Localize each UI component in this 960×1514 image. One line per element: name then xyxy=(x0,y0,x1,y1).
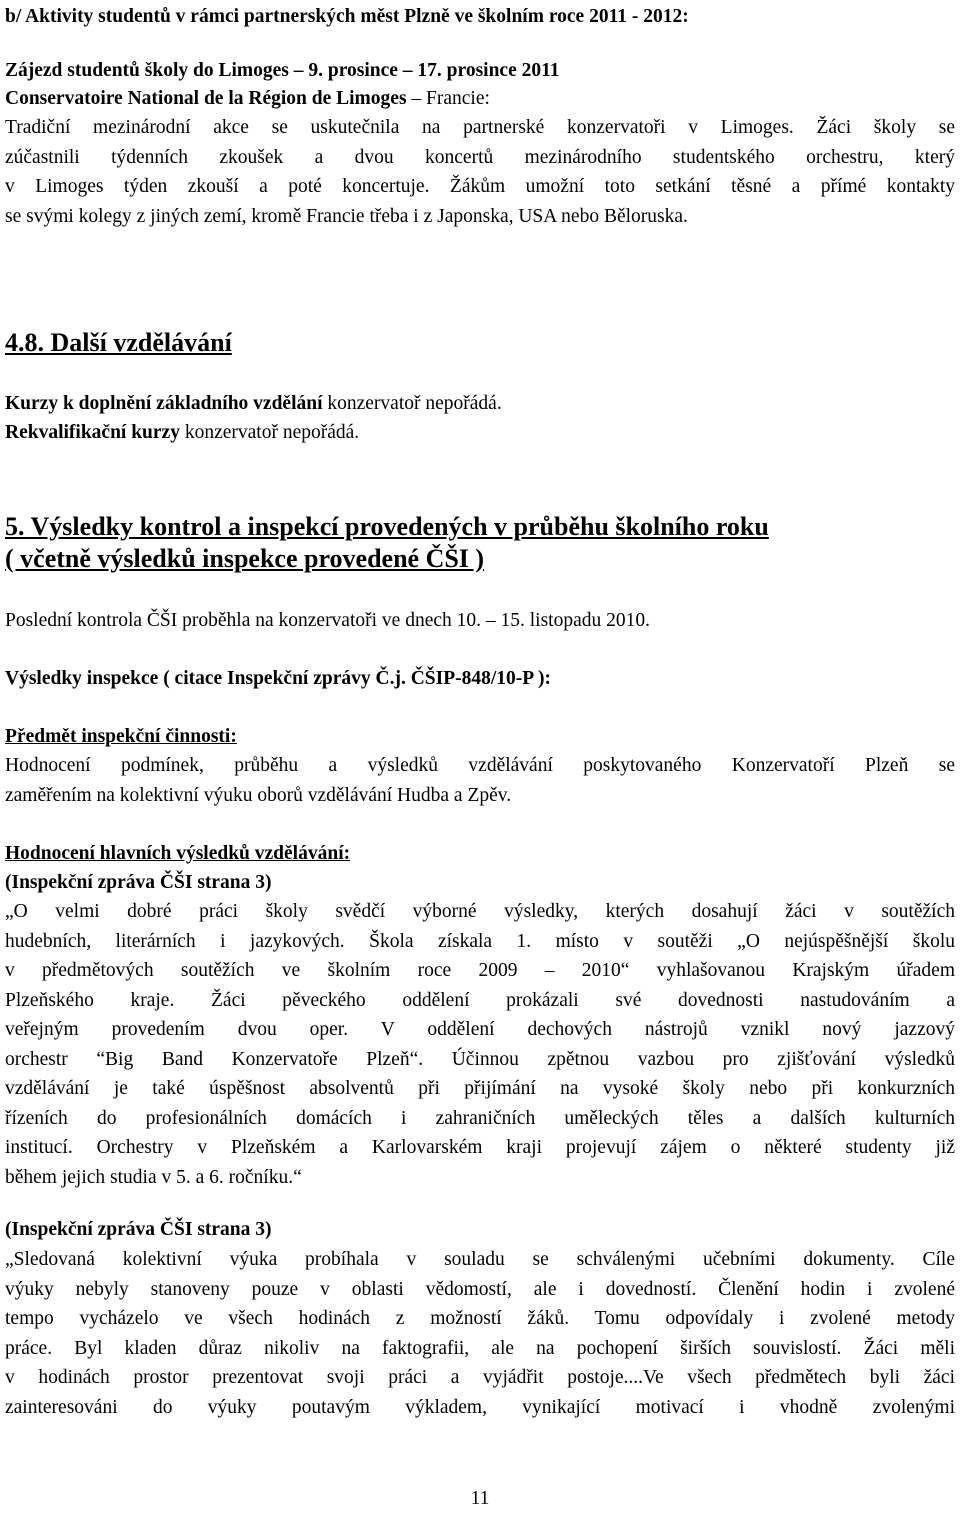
courses-line-2 xyxy=(5,418,955,448)
quote-line: tempo vycházelo ve všech hodinách z možností žáků. Tomu odpovídaly i zvolené metody xyxy=(5,1308,955,1329)
trip-venue-country: – Francie: xyxy=(406,88,490,109)
quote-line: během jejich studia v 5. a 6. ročníku.“ xyxy=(5,1166,302,1188)
courses-line-2-rest: konzervatoř nepořádá. xyxy=(179,422,360,443)
report-ref-1: (Inspekční zpráva ČŠI strana 3) xyxy=(5,872,272,893)
document-page xyxy=(5,0,955,1509)
quote-line: institucí. Orchestry v Plzeňském a Karlovarském kraji projevují zájem o některé studenty již xyxy=(5,1137,955,1158)
paragraph-line: Tradiční mezinárodní akce se uskutečnila na partnerské konzervatoři v Limoges. Žáci školy se xyxy=(5,117,955,138)
results-label: Výsledky inspekce ( citace Inspekční zprávy Č.j. ČŠIP-848/10-P ): xyxy=(5,668,551,689)
quote-line: hudebních, literárních i jazykových. Škola získala 1. místo v soutěži „O nejúspěšnější školu xyxy=(5,930,955,952)
trip-title: Zájezd studentů školy do Limoges – 9. prosince – 17. prosince 2011 xyxy=(5,60,560,81)
section-5-heading-line1: 5. Výsledky kontrol a inspekcí provedených v průběhu školního roku xyxy=(5,512,769,541)
section-48-heading: 4.8. Další vzdělávání xyxy=(5,328,232,357)
last-check-line: Poslední kontrola ČŠI proběhla na konzervatoři ve dnech 10. – 15. listopadu 2010. xyxy=(5,610,651,631)
paragraph-line: zúčastnili týdenních zkoušek a dvou koncertů mezinárodního studentského orchestru, který xyxy=(5,146,955,168)
trip-venue-name: Conservatoire National de la Région de Limoges xyxy=(5,88,407,109)
trip-venue xyxy=(5,84,955,114)
section-5-heading-line2: ( včetně výsledků inspekce provedené ČŠI ) xyxy=(5,544,485,573)
quote-line: veřejným provedením dvou oper. V oddělení dechových nástrojů vznikl nový jazzový xyxy=(5,1019,955,1040)
subject-paragraph xyxy=(5,751,955,810)
quote-line: výuky nebyly stanoveny pouze v oblasti vědomostí, ale i dovedností. Členění hodin i zvolené xyxy=(5,1278,955,1300)
courses-line-1 xyxy=(5,389,955,419)
quote-1 xyxy=(5,897,955,1192)
trip-paragraph xyxy=(5,113,955,231)
courses-line-2-bold: Rekvalifikační kurzy xyxy=(5,422,180,443)
quote-line: Plzeňského kraje. Žáci pěveckého oddělení prokázali své dovednosti nastudováním a xyxy=(5,989,955,1011)
paragraph-line: v Limoges týden zkouší a poté koncertuje. Žákům umožní toto setkání těsné a přímé kontakty xyxy=(5,176,955,197)
main-results-heading: Hodnocení hlavních výsledků vzdělávání: xyxy=(5,843,351,864)
quote-2 xyxy=(5,1245,955,1422)
courses-line-1-bold: Kurzy k doplnění základního vzdělání xyxy=(5,393,323,414)
quote-line: v hodinách prostor prezentovat svoji práci a vyjádřit postoje....Ve všech předmětech byli žáci xyxy=(5,1367,955,1388)
quote-line: řízeních do profesionálních domácích i zahraničních uměleckých těles a dalších kulturních xyxy=(5,1107,955,1129)
quote-line: zainteresováni do výuky poutavým výkladem, vynikající motivací i vhodně zvolenými xyxy=(5,1396,955,1418)
paragraph-line: Hodnocení podmínek, průběhu a výsledků vzdělávání poskytovaného Konzervatoří Plzeň se xyxy=(5,755,955,776)
quote-line: vzdělávání je také úspěšnost absolventů při přijímání na vysoké školy nebo při konkurzních xyxy=(5,1078,955,1099)
subject-heading: Předmět inspekční činnosti: xyxy=(5,726,237,747)
quote-line: v předmětových soutěžích ve školním roce 2009 – 2010“ vyhlašovanou Krajským úřadem xyxy=(5,960,955,981)
courses-line-1-rest: konzervatoř nepořádá. xyxy=(322,393,502,414)
page-number: 11 xyxy=(470,1488,490,1509)
quote-line: „Sledovaná kolektivní výuka probíhala v souladu se schválenými učebními dokumenty. Cíle xyxy=(5,1249,955,1270)
quote-line: práce. Byl kladen důraz nikoliv na faktografii, ale na pochopení širších souvislostí. Žáci měli xyxy=(5,1337,955,1359)
section-b-heading: b/ Aktivity studentů v rámci partnerských měst Plzně ve školním roce 2011 - 2012: xyxy=(5,6,689,27)
paragraph-line: zaměřením na kolektivní výuku oborů vzdělávání Hudba a Zpěv. xyxy=(5,784,512,806)
report-ref-2: (Inspekční zpráva ČŠI strana 3) xyxy=(5,1219,272,1240)
quote-line: orchestr “Big Band Konzervatoře Plzeň“. Účinnou zpětnou vazbou pro zjišťování výsledků xyxy=(5,1048,955,1070)
paragraph-line: se svými kolegy z jiných zemí, kromě Francie třeba i z Japonska, USA nebo Běloruska. xyxy=(5,205,688,227)
quote-line: „O velmi dobré práci školy svědčí výborné výsledky, kterých dosahují žáci v soutěžích xyxy=(5,901,955,922)
